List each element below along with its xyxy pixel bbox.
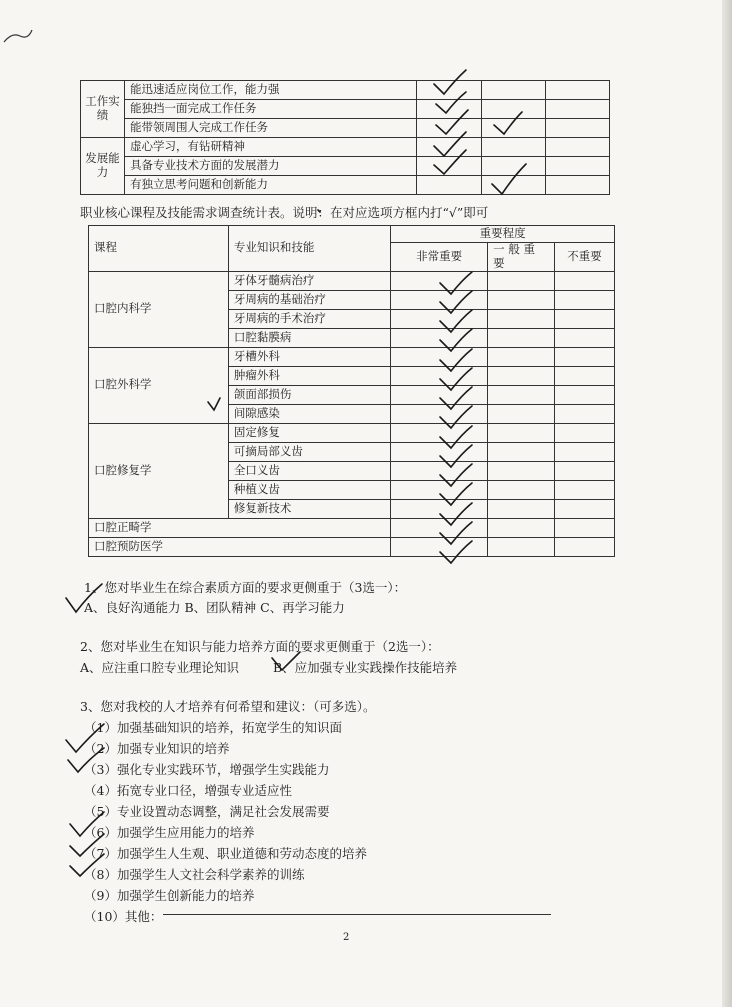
check-cell[interactable]: [391, 366, 488, 385]
row-label: 能独挡一面完成工作任务: [125, 100, 417, 119]
q3-option-7[interactable]: （7）加强学生人生观、职业道德和劳动态度的培养: [84, 846, 367, 861]
table-row: [89, 537, 615, 556]
row-label: 虚心学习，有钻研精神: [125, 138, 417, 157]
check-cell[interactable]: [417, 81, 481, 100]
scan-edge-shadow: [722, 0, 732, 1007]
check-cell[interactable]: [417, 176, 481, 195]
performance-table: [80, 80, 610, 195]
check-cell[interactable]: [391, 404, 488, 423]
check-cell[interactable]: [481, 157, 545, 176]
group-label: 工作实绩: [81, 81, 125, 138]
check-cell[interactable]: [488, 518, 555, 537]
check-cell[interactable]: [488, 347, 555, 366]
check-cell[interactable]: [545, 138, 609, 157]
check-cell[interactable]: [481, 100, 545, 119]
table-row: [89, 347, 615, 366]
check-cell[interactable]: [545, 100, 609, 119]
skill-name: 牙槽外科: [228, 347, 390, 366]
skill-name: 牙周病的基础治疗: [228, 290, 390, 309]
table-row: [89, 518, 615, 537]
check-cell[interactable]: [554, 423, 614, 442]
check-cell[interactable]: [391, 461, 488, 480]
q3-option-1[interactable]: （1）加强基础知识的培养，拓宽学生的知识面: [84, 720, 342, 735]
q3-option-2[interactable]: （2）加强专业知识的培养: [84, 741, 230, 756]
check-cell[interactable]: [488, 423, 555, 442]
check-cell[interactable]: [488, 461, 555, 480]
course-name: 口腔外科学: [89, 347, 229, 423]
check-cell[interactable]: [488, 271, 555, 290]
check-cell[interactable]: [545, 81, 609, 100]
header-skill: 专业知识和技能: [228, 226, 390, 272]
question-3: 3、您对我校的人才培养有何希望和建议：（可多选）。: [80, 699, 376, 714]
check-cell[interactable]: [488, 290, 555, 309]
check-cell[interactable]: [488, 537, 555, 556]
check-cell[interactable]: [554, 347, 614, 366]
check-cell[interactable]: [554, 366, 614, 385]
skill-name: 修复新技术: [228, 499, 390, 518]
header-general-important: 一 般 重 要: [488, 243, 555, 272]
table-row: [81, 119, 610, 138]
check-cell[interactable]: [545, 119, 609, 138]
course-name: 口腔正畸学: [89, 518, 391, 537]
check-cell[interactable]: [417, 119, 481, 138]
check-cell[interactable]: [481, 138, 545, 157]
course-name: 口腔预防医学: [89, 537, 391, 556]
check-cell[interactable]: [391, 385, 488, 404]
table-row: [81, 81, 610, 100]
question-2-option-b[interactable]: B、应加强专业实践操作技能培养: [273, 660, 458, 675]
q3-option-10[interactable]: （10）其他：: [84, 909, 163, 924]
header-importance: 重要程度: [391, 226, 615, 243]
q3-option-3[interactable]: （3）强化专业实践环节，增强学生实践能力: [84, 762, 330, 777]
check-cell[interactable]: [391, 309, 488, 328]
check-cell[interactable]: [554, 385, 614, 404]
check-cell[interactable]: [554, 328, 614, 347]
header-course: 课程: [89, 226, 229, 272]
check-cell[interactable]: [554, 271, 614, 290]
question-2: 2、您对毕业生在知识与能力培养方面的要求更侧重于（2选一）：: [80, 639, 440, 654]
check-cell[interactable]: [554, 404, 614, 423]
skill-name: 口腔黏膜病: [228, 328, 390, 347]
check-cell[interactable]: [554, 309, 614, 328]
check-cell[interactable]: [488, 309, 555, 328]
check-cell[interactable]: [545, 157, 609, 176]
check-cell[interactable]: [481, 176, 545, 195]
check-cell[interactable]: [488, 404, 555, 423]
check-cell[interactable]: [554, 518, 614, 537]
check-cell[interactable]: [391, 290, 488, 309]
check-cell[interactable]: [391, 480, 488, 499]
skill-name: 种植义齿: [228, 480, 390, 499]
skill-name: 牙体牙髓病治疗: [228, 271, 390, 290]
table-row: [81, 138, 610, 157]
check-cell[interactable]: [481, 81, 545, 100]
table-row: [81, 157, 610, 176]
skill-name: 全口义齿: [228, 461, 390, 480]
course-name: 口腔修复学: [89, 423, 229, 518]
table-header-row: [89, 226, 615, 243]
q3-option-9[interactable]: （9）加强学生创新能力的培养: [84, 888, 255, 903]
check-cell[interactable]: [481, 119, 545, 138]
check-cell[interactable]: [554, 499, 614, 518]
header-very-important: 非常重要: [391, 243, 488, 272]
course-table: [88, 225, 615, 557]
other-answer-line[interactable]: [163, 914, 551, 915]
check-cell[interactable]: [391, 518, 488, 537]
corner-pen-mark: [2, 26, 42, 46]
survey-title: 职业核心课程及技能需求调查统计表。说明：在对应选项方框内打“√”即可: [80, 205, 489, 220]
check-cell[interactable]: [554, 461, 614, 480]
check-cell[interactable]: [391, 347, 488, 366]
course-name: 口腔内科学: [89, 271, 229, 347]
check-cell[interactable]: [417, 100, 481, 119]
row-label: 具备专业技术方面的发展潜力: [125, 157, 417, 176]
check-cell[interactable]: [554, 480, 614, 499]
check-cell[interactable]: [554, 290, 614, 309]
check-cell[interactable]: [554, 442, 614, 461]
question-2-option-a[interactable]: A、应注重口腔专业理论知识: [80, 660, 240, 675]
check-cell[interactable]: [488, 366, 555, 385]
check-cell[interactable]: [488, 499, 555, 518]
check-cell[interactable]: [488, 328, 555, 347]
table-row: [81, 176, 610, 195]
table-row: [89, 271, 615, 290]
check-cell[interactable]: [554, 537, 614, 556]
check-cell[interactable]: [391, 537, 488, 556]
question-1: 1、您对毕业生在综合素质方面的要求更侧重于（3选一）：: [84, 580, 407, 595]
check-cell[interactable]: [488, 480, 555, 499]
row-label: 能迅速适应岗位工作，能力强: [125, 81, 417, 100]
skill-name: 牙周病的手术治疗: [228, 309, 390, 328]
header-not-important: 不重要: [554, 243, 614, 272]
table-row: [81, 100, 610, 119]
check-cell[interactable]: [391, 442, 488, 461]
check-cell[interactable]: [391, 423, 488, 442]
q3-option-8[interactable]: （8）加强学生人文社会科学素养的训练: [84, 867, 305, 882]
page-number: 2: [343, 932, 350, 943]
skill-name: 间隙感染: [228, 404, 390, 423]
group-label: 发展能力: [81, 138, 125, 195]
check-cell[interactable]: [545, 176, 609, 195]
check-cell[interactable]: [391, 499, 488, 518]
question-1-options[interactable]: A、良好沟通能力 B、团队精神 C、再学习能力: [84, 600, 345, 615]
row-label: 有独立思考问题和创新能力: [125, 176, 417, 195]
row-label: 能带领周围人完成工作任务: [125, 119, 417, 138]
skill-name: 颌面部损伤: [228, 385, 390, 404]
table-row: [89, 423, 615, 442]
check-cell[interactable]: [488, 385, 555, 404]
q3-option-6[interactable]: （6）加强学生应用能力的培养: [84, 825, 255, 840]
check-cell[interactable]: [488, 442, 555, 461]
check-cell[interactable]: [417, 157, 481, 176]
check-cell[interactable]: [391, 328, 488, 347]
check-cell[interactable]: [417, 138, 481, 157]
q3-option-4[interactable]: （4）拓宽专业口径，增强专业适应性: [84, 783, 292, 798]
skill-name: 可摘局部义齿: [228, 442, 390, 461]
check-cell[interactable]: [391, 271, 488, 290]
q3-option-5[interactable]: （5）专业设置动态调整，满足社会发展需要: [84, 804, 330, 819]
skill-name: 肿瘤外科: [228, 366, 390, 385]
skill-name: 固定修复: [228, 423, 390, 442]
